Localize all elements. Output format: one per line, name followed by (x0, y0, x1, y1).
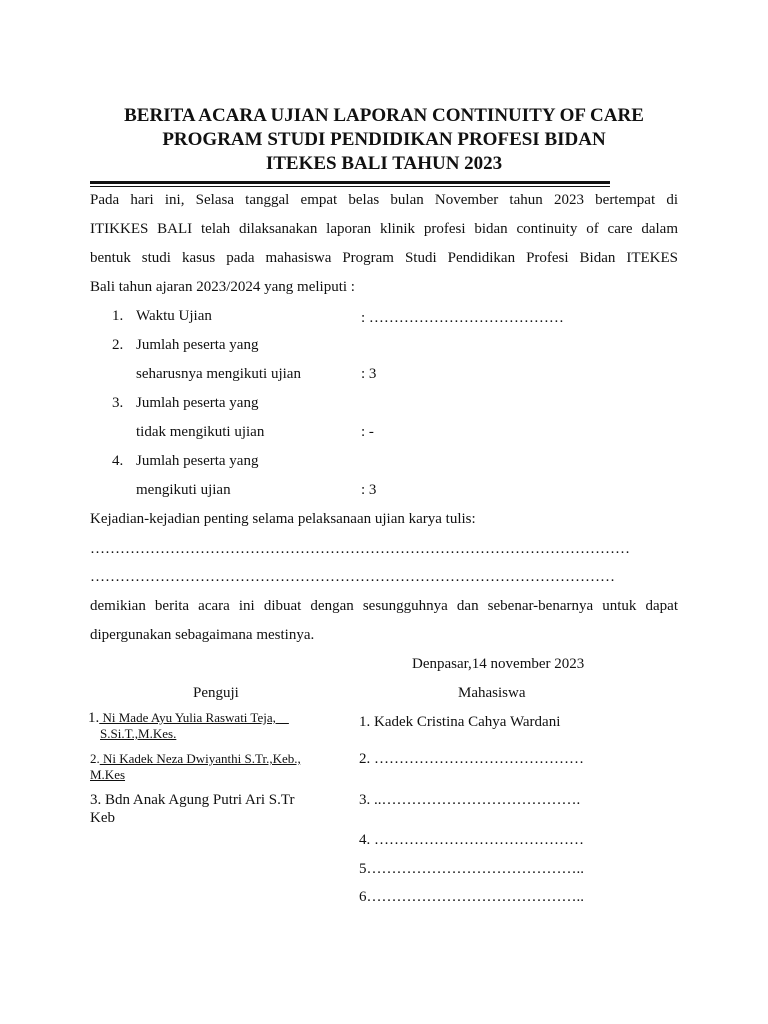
intro-line-1: Pada hari ini, Selasa tanggal empat belas bulan November tahun 2023 bertempat di (90, 192, 678, 208)
penguji-2-name: Ni Kadek Neza Dwiyanthi S.Tr.,Keb., (99, 751, 301, 766)
item-4-number: 4. (112, 453, 124, 469)
events-dots-line-1: ……………………………………………………………………………………………… (90, 541, 630, 557)
penguji-2-line-1 (90, 751, 301, 766)
penguji-header: Penguji (193, 685, 239, 701)
item-2-label: Jumlah peserta yang (136, 337, 259, 353)
events-label: Kejadian-kejadian penting selama pelaksanaan ujian karya tulis: (90, 511, 476, 527)
intro-line-2: ITIKKES BALI telah dilaksanakan laporan klinik profesi bidan continuity of care dalam (90, 221, 678, 237)
item-4-label-cont: mengikuti ujian (136, 482, 231, 498)
item-1-label: Waktu Ujian (136, 308, 212, 324)
penguji-3-line-1: 3. Bdn Anak Agung Putri Ari S.Tr (90, 792, 295, 808)
penguji-2-number: 2. (90, 751, 100, 766)
item-1-number: 1. (112, 308, 124, 324)
penguji-1-line-2: S.Si.T.,M.Kes. (100, 726, 177, 741)
mahasiswa-entry-2: 2. …………………………………… (359, 751, 584, 767)
mahasiswa-entry-5: 5…………………………………….. (359, 861, 584, 877)
penguji-1-number: 1. (88, 710, 100, 726)
mahasiswa-entry-3: 3. ..…………………………………. (359, 792, 581, 808)
closing-line-2: dipergunakan sebagaimana mestinya. (90, 627, 315, 643)
item-2-label-cont: seharusnya mengikuti ujian (136, 366, 301, 382)
mahasiswa-header: Mahasiswa (458, 685, 526, 701)
title-rule-thick (90, 181, 610, 184)
penguji-1-line-1 (88, 710, 289, 726)
title-line-2: PROGRAM STUDI PENDIDIKAN PROFESI BIDAN (162, 129, 606, 150)
item-3-value: : - (361, 424, 374, 440)
item-4-label: Jumlah peserta yang (136, 453, 259, 469)
title-line-3: ITEKES BALI TAHUN 2023 (265, 153, 503, 174)
closing-line-1: demikian berita acara ini dibuat dengan sesungguhnya dan sebenar-benarnya untuk dapat (90, 598, 678, 614)
place-date: Denpasar,14 november 2023 (412, 656, 585, 672)
events-dots-line-2: …………………………………………………………………………………………… (90, 569, 615, 585)
item-3-number: 3. (112, 395, 124, 411)
penguji-1-name: Ni Made Ayu Yulia Raswati Teja, (99, 710, 289, 725)
mahasiswa-entry-4: 4. …………………………………… (359, 832, 584, 848)
item-2-value: : 3 (361, 366, 377, 382)
item-4-value: : 3 (361, 482, 377, 498)
intro-line-3: bentuk studi kasus pada mahasiswa Program Studi Pendidikan Profesi Bidan ITEKES (90, 250, 678, 266)
item-1-value: : ………………………………… (361, 310, 564, 326)
mahasiswa-entry-1: 1. Kadek Cristina Cahya Wardani (359, 714, 561, 730)
item-3-label-cont: tidak mengikuti ujian (136, 424, 265, 440)
mahasiswa-entry-6: 6…………………………………….. (359, 889, 584, 905)
item-3-label: Jumlah peserta yang (136, 395, 259, 411)
penguji-3-line-2: Keb (90, 810, 115, 826)
penguji-2-line-2: M.Kes (90, 767, 126, 782)
title-line-1: BERITA ACARA UJIAN LAPORAN CONTINUITY OF CARE (124, 105, 644, 126)
item-2-number: 2. (112, 337, 124, 353)
intro-line-4: Bali tahun ajaran 2023/2024 yang meliputi : (90, 279, 355, 295)
title-rule-thin (90, 186, 610, 187)
